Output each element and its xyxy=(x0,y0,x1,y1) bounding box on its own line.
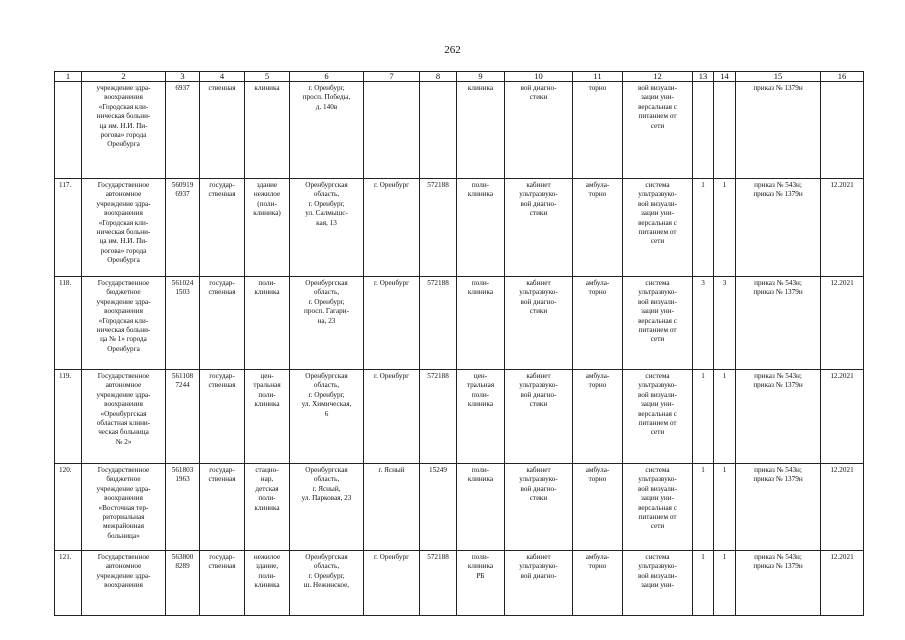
inn-code-cell: 561108 7244 xyxy=(166,370,200,464)
row-number-cell: 117. xyxy=(55,179,82,277)
equipment-cell: система ультразвуко- вой визуали- зации уни- версальная с питанием от сети xyxy=(623,464,693,551)
building-type-cell: цен- тральная поли- клиника xyxy=(245,370,290,464)
quantity-planned-cell: 1 xyxy=(714,179,736,277)
oktmo-code-cell: 572188 xyxy=(420,370,457,464)
column-header: 11 xyxy=(573,72,623,82)
deadline-cell: 12.2021 xyxy=(821,277,864,370)
table-row xyxy=(55,370,864,464)
building-type-cell: стацио- нар, детская поли- клиника xyxy=(245,464,290,551)
ownership-type-cell: государ- ственная xyxy=(200,551,245,616)
ownership-type-cell: ственная xyxy=(200,82,245,179)
address-cell: г. Оренбург, просп. Победы, д. 140в xyxy=(290,82,364,179)
table-row xyxy=(55,179,864,277)
address-cell: Оренбургская область, г. Оренбург, ш. Нежинское, xyxy=(290,551,364,616)
equipment-cell: система ультразвуко- вой визуали- зации уни- версальная с питанием от сети xyxy=(623,370,693,464)
regulation-cell: приказ № 543н; приказ № 1379н xyxy=(736,551,821,616)
unit-type-cell: поли- клиника РБ xyxy=(457,551,505,616)
cabinet-type-cell: вой диагно- стики xyxy=(505,82,573,179)
column-header: 6 xyxy=(290,72,364,82)
deadline-cell: 12.2021 xyxy=(821,370,864,464)
row-number-cell: 119. xyxy=(55,370,82,464)
column-header: 5 xyxy=(245,72,290,82)
quantity-planned-cell: 3 xyxy=(714,277,736,370)
column-header: 2 xyxy=(82,72,166,82)
table-row xyxy=(55,551,864,616)
column-number-row xyxy=(55,72,864,82)
unit-type-cell: цен- тральная поли- клиника xyxy=(457,370,505,464)
column-header: 3 xyxy=(166,72,200,82)
cabinet-type-cell: кабинет ультразвуко- вой диагно- xyxy=(505,551,573,616)
locality-cell: г. Ясный xyxy=(364,464,420,551)
row-number-cell: 121. xyxy=(55,551,82,616)
equipment-cell: вой визуали- зации уни- версальная с питанием от сети xyxy=(623,82,693,179)
locality-cell xyxy=(364,82,420,179)
column-header: 13 xyxy=(693,72,714,82)
organization-name-cell: Государственное автономное учреждение здра- воохранения «Городская кли- ническая больни- ца им. Н.И. Пи- рогова» города Оренбурга xyxy=(82,179,166,277)
quantity-required-cell: 3 xyxy=(693,277,714,370)
column-header: 7 xyxy=(364,72,420,82)
locality-cell: г. Оренбург xyxy=(364,179,420,277)
unit-type-cell: поли- клиника xyxy=(457,277,505,370)
row-number-cell: 120. xyxy=(55,464,82,551)
column-header: 4 xyxy=(200,72,245,82)
address-cell: Оренбургская область, г. Ясный, ул. Парковая, 23 xyxy=(290,464,364,551)
address-cell: Оренбургская область, г. Оренбург, ул. Химическая, 6 xyxy=(290,370,364,464)
inn-code-cell: 561024 1503 xyxy=(166,277,200,370)
oktmo-code-cell xyxy=(420,82,457,179)
table-row xyxy=(55,464,864,551)
row-number-cell: 118. xyxy=(55,277,82,370)
ownership-type-cell: государ- ственная xyxy=(200,370,245,464)
organization-name-cell: Государственное бюджетное учреждение здра- воохранения «Восточная тер- риториальная межрайонная больница» xyxy=(82,464,166,551)
address-cell: Оренбургская область, г. Оренбург, ул. Салмышс- кая, 13 xyxy=(290,179,364,277)
regulation-cell: приказ № 543н; приказ № 1379н xyxy=(736,179,821,277)
unit-type-cell: поли- клиника xyxy=(457,179,505,277)
quantity-required-cell: 1 xyxy=(693,179,714,277)
inn-code-cell: 560919 6937 xyxy=(166,179,200,277)
regulation-cell: приказ № 543н; приказ № 1379н xyxy=(736,370,821,464)
column-header: 16 xyxy=(821,72,864,82)
equipment-cell: система ультразвуко- вой визуали- зации уни- xyxy=(623,551,693,616)
quantity-planned-cell: 1 xyxy=(714,464,736,551)
equipment-cell: система ультразвуко- вой визуали- зации уни- версальная с питанием от сети xyxy=(623,179,693,277)
column-header: 14 xyxy=(714,72,736,82)
ownership-type-cell: государ- ственная xyxy=(200,277,245,370)
oktmo-code-cell: 572188 xyxy=(420,179,457,277)
organization-name-cell: учреждение здра- воохранения «Городская кли- ническая больни- ца им. Н.И. Пи- рогова» города Оренбурга xyxy=(82,82,166,179)
organization-name-cell: Государственное бюджетное учреждение здра- воохранения «Городская кли- ническая больни- ца № 1» города Оренбурга xyxy=(82,277,166,370)
locality-cell: г. Оренбург xyxy=(364,277,420,370)
table-row xyxy=(55,82,864,179)
column-header: 10 xyxy=(505,72,573,82)
address-cell: Оренбургская область, г. Оренбург, просп. Гагари- на, 23 xyxy=(290,277,364,370)
oktmo-code-cell: 572188 xyxy=(420,277,457,370)
regulation-cell: приказ № 543н; приказ № 1379н xyxy=(736,464,821,551)
column-header: 15 xyxy=(736,72,821,82)
care-form-cell: амбула- торно xyxy=(573,464,623,551)
column-header: 8 xyxy=(420,72,457,82)
locality-cell: г. Оренбург xyxy=(364,370,420,464)
cabinet-type-cell: кабинет ультразвуко- вой диагно- стики xyxy=(505,179,573,277)
quantity-required-cell: 1 xyxy=(693,551,714,616)
cabinet-type-cell: кабинет ультразвуко- вой диагно- стики xyxy=(505,277,573,370)
care-form-cell: амбула- торно xyxy=(573,179,623,277)
inn-code-cell: 6937 xyxy=(166,82,200,179)
care-form-cell: торно xyxy=(573,82,623,179)
oktmo-code-cell: 15249 xyxy=(420,464,457,551)
quantity-planned-cell: 1 xyxy=(714,551,736,616)
quantity-required-cell xyxy=(693,82,714,179)
locality-cell: г. Оренбург xyxy=(364,551,420,616)
cabinet-type-cell: кабинет ультразвуко- вой диагно- стики xyxy=(505,464,573,551)
building-type-cell: нежилое здание, поли- клиника xyxy=(245,551,290,616)
unit-type-cell: клиника xyxy=(457,82,505,179)
oktmo-code-cell: 572188 xyxy=(420,551,457,616)
care-form-cell: амбула- торно xyxy=(573,370,623,464)
care-form-cell: амбула- торно xyxy=(573,277,623,370)
organization-name-cell: Государственное автономное учреждение здра- воохранения xyxy=(82,551,166,616)
regulation-cell: приказ № 1379н xyxy=(736,82,821,179)
quantity-planned-cell: 1 xyxy=(714,370,736,464)
ownership-type-cell: государ- ственная xyxy=(200,464,245,551)
column-header: 12 xyxy=(623,72,693,82)
cabinet-type-cell: кабинет ультразвуко- вой диагно- стики xyxy=(505,370,573,464)
deadline-cell: 12.2021 xyxy=(821,551,864,616)
quantity-required-cell: 1 xyxy=(693,464,714,551)
deadline-cell: 12.2021 xyxy=(821,179,864,277)
quantity-required-cell: 1 xyxy=(693,370,714,464)
organization-name-cell: Государственное автономное учреждение здра- воохранения «Оренбургская областная клини- ческая больница № 2» xyxy=(82,370,166,464)
unit-type-cell: поли- клиника xyxy=(457,464,505,551)
table-row xyxy=(55,277,864,370)
equipment-cell: система ультразвуко- вой визуали- зации уни- версальная с питанием от сети xyxy=(623,277,693,370)
ownership-type-cell: государ- ственная xyxy=(200,179,245,277)
building-type-cell: поли- клиника xyxy=(245,277,290,370)
inn-code-cell: 561803 1963 xyxy=(166,464,200,551)
inn-code-cell: 563800 8289 xyxy=(166,551,200,616)
column-header: 1 xyxy=(55,72,82,82)
regulation-cell: приказ № 543н; приказ № 1379н xyxy=(736,277,821,370)
column-header: 9 xyxy=(457,72,505,82)
building-type-cell: здание нежилое (поли- клиника) xyxy=(245,179,290,277)
registry-table xyxy=(54,71,864,616)
deadline-cell: 12.2021 xyxy=(821,464,864,551)
deadline-cell xyxy=(821,82,864,179)
page-number: 262 xyxy=(444,44,461,56)
care-form-cell: амбула- торно xyxy=(573,551,623,616)
building-type-cell: клиника xyxy=(245,82,290,179)
row-number-cell xyxy=(55,82,82,179)
quantity-planned-cell xyxy=(714,82,736,179)
